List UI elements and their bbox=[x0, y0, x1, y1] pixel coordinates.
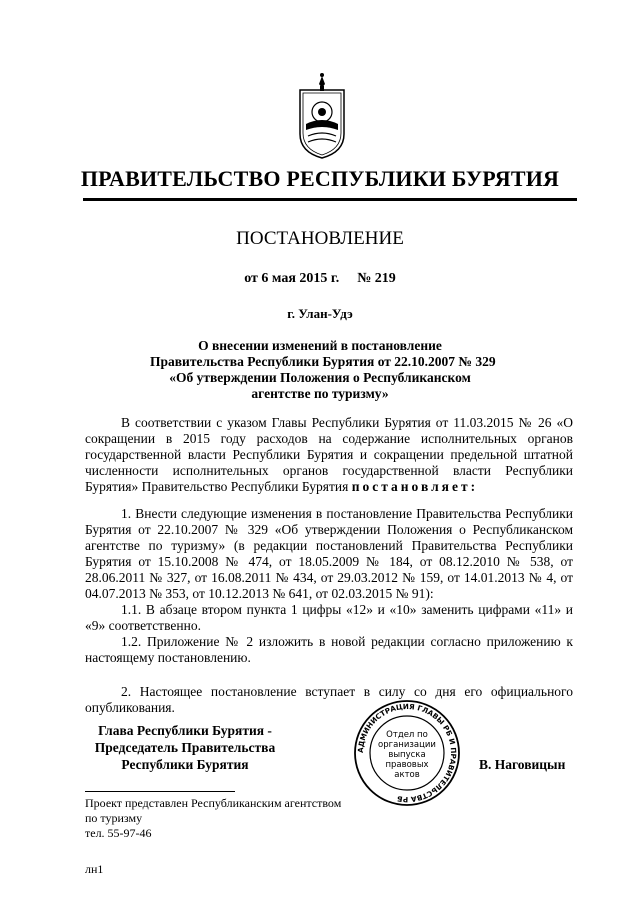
clause-1-1-text: 1.1. В абзаце втором пункта 1 цифры «12» и «10» заменить цифрами «11» и «9» соответственно. bbox=[85, 602, 573, 633]
document-type: ПОСТАНОВЛЕНИЕ bbox=[236, 228, 404, 249]
position-line: Председатель Правительства bbox=[94, 740, 276, 755]
signatory-position bbox=[80, 722, 290, 773]
stamp-ring-text: АДМИНИСТРАЦИЯ ГЛАВЫ РБ И ПРАВИТЕЛЬСТВА РБ bbox=[355, 701, 459, 805]
document-date-line bbox=[0, 271, 640, 287]
footer-line: тел. 55-97-46 bbox=[85, 826, 152, 840]
footer-divider bbox=[85, 791, 235, 792]
coat-of-arms-emblem bbox=[296, 72, 348, 160]
stamp-inner-line: выпуска bbox=[388, 750, 426, 760]
stamp-inner-line: актов bbox=[394, 770, 420, 780]
header-divider bbox=[83, 198, 577, 201]
clause-1-text: 1. Внести следующие изменения в постановление Правительства Республики Бурятия от 22.10.2007 № 329 «Об утверждении Положения о Республиканском агентстве по туризму» (в редакции постановлений Правительства Республики Бурятия от 15.10.2008 № 474, от 18.05.2009 № 184, от 08.12.2010 № 538, от 28.06.2011 № 327, от 16.08.2011 № 434, от 29.03.2012 № 159, от 14.01.2013 № 4, от 04.07.2013 № 353, от 10.12.2013 № 641, от 02.03.2015 № 91): bbox=[85, 506, 573, 601]
resolution-keyword: постановляет: bbox=[351, 479, 479, 494]
clause-1 bbox=[85, 506, 573, 666]
clause-1-2-text: 1.2. Приложение № 2 изложить в новой редакции согласно приложению к настоящему постановлению. bbox=[85, 634, 573, 665]
preamble-text: В соответствии с указом Главы Республики Бурятия от 11.03.2015 № 26 «О сокращении в 2015 году расходов на содержание исполнительных органов государственной власти Республики Бурятия и сокращении предельной штатной численности исполнительных органов государственной власти Республики Бурятия» Правительство Республики Бурятия bbox=[85, 415, 573, 494]
stamp-inner-line: Отдел по bbox=[386, 730, 428, 740]
position-line: Глава Республики Бурятия - bbox=[98, 723, 272, 738]
clause-2 bbox=[85, 684, 573, 716]
executor-initials: лн1 bbox=[85, 862, 104, 876]
document-date: от 6 мая 2015 г. bbox=[244, 271, 340, 286]
document-subject bbox=[150, 338, 496, 402]
footer-line: Проект представлен Республиканским агентством bbox=[85, 796, 342, 810]
footer-note bbox=[85, 796, 341, 841]
subject-line: агентстве по туризму» bbox=[251, 386, 389, 401]
preamble-paragraph bbox=[85, 415, 573, 495]
subject-line: «Об утверждении Положения о Республиканском bbox=[169, 370, 471, 385]
signatory-name: В. Наговицын bbox=[479, 757, 566, 772]
stamp-inner-line: правовых bbox=[385, 760, 429, 770]
stamp-inner-line: организации bbox=[378, 740, 436, 750]
position-line: Республики Бурятия bbox=[121, 757, 249, 772]
footer-line: по туризму bbox=[85, 811, 143, 825]
subject-line: О внесении изменений в постановление bbox=[198, 338, 442, 353]
subject-line: Правительства Республики Бурятия от 22.10.2007 № 329 bbox=[150, 354, 496, 369]
government-title: ПРАВИТЕЛЬСТВО РЕСПУБЛИКИ БУРЯТИЯ bbox=[80, 166, 560, 191]
official-stamp bbox=[352, 697, 462, 809]
document-number: № 219 bbox=[357, 271, 396, 286]
document-city: г. Улан-Удэ bbox=[287, 306, 353, 321]
clause-2-text: 2. Настоящее постановление вступает в силу со дня его официального опубликования. bbox=[85, 684, 573, 715]
